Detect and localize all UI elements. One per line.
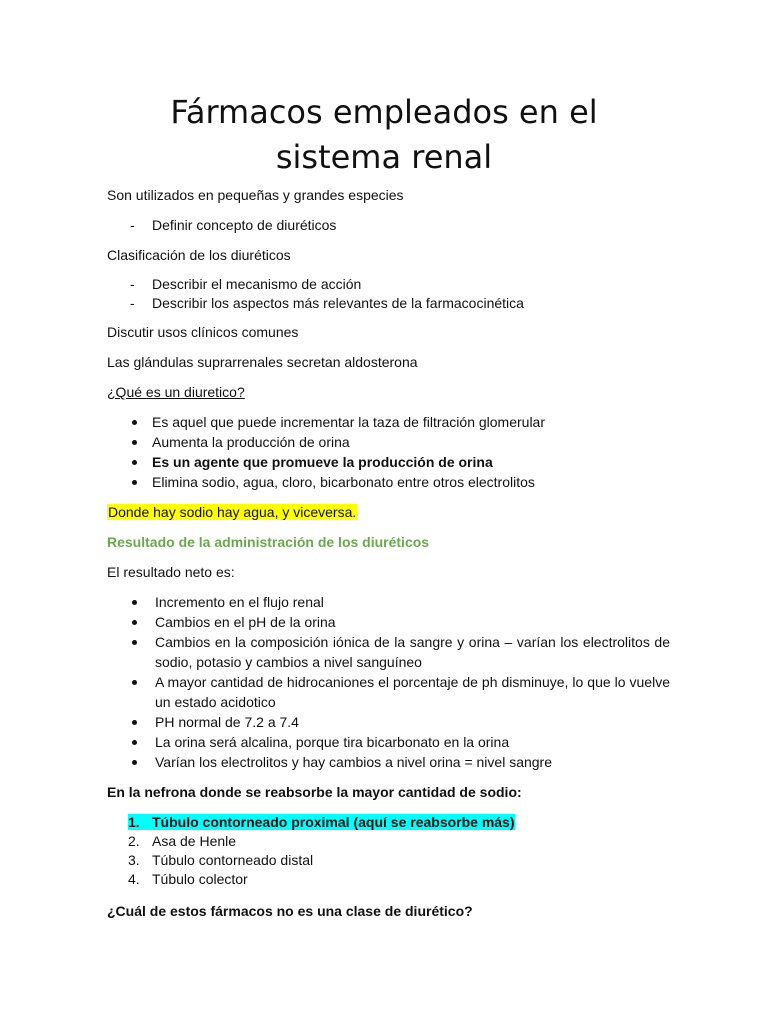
title-line-2: sistema renal xyxy=(275,138,493,176)
bullet-icon xyxy=(132,740,137,745)
bullet-icon xyxy=(132,480,137,485)
bullet-icon xyxy=(132,440,137,445)
bullet-item: Elimina sodio, agua, cloro, bicarbonato entre otros electrolitos xyxy=(130,472,670,492)
title-line-1: Fármacos empleados en el xyxy=(170,93,598,131)
bullet-icon xyxy=(132,760,137,765)
dash-list-item: - Definir concepto de diuréticos xyxy=(130,217,337,233)
bullet-item: La orina será alcalina, porque tira bicarbonato en la orina xyxy=(130,732,670,752)
bullet-item: Es aquel que puede incrementar la taza de filtración glomerular xyxy=(130,412,670,432)
glands-paragraph: Las glándulas suprarrenales secretan aldosterona xyxy=(107,354,418,370)
highlighted-note: Donde hay sodio hay agua, y viceversa. xyxy=(108,504,357,520)
bullet-item: Varían los electrolitos y hay cambios a nivel orina = nivel sangre xyxy=(130,752,670,772)
bullet-item: A mayor cantidad de hidrocaniones el porcentaje de ph disminuye, lo que lo vuelve un estado acidotico xyxy=(130,672,670,712)
nephron-question: En la nefrona donde se reabsorbe la mayor cantidad de sodio: xyxy=(107,784,522,800)
bullet-icon xyxy=(132,420,137,425)
dash-marker: - xyxy=(130,276,135,292)
bullet-item: Incremento en el flujo renal xyxy=(130,592,670,612)
final-question: ¿Cuál de estos fármacos no es una clase de diurético? xyxy=(107,903,473,919)
dash-marker: - xyxy=(130,217,135,233)
bullet-item: Aumenta la producción de orina xyxy=(130,432,670,452)
document-title xyxy=(0,90,768,180)
discuss-paragraph: Discutir usos clínicos comunes xyxy=(107,324,299,340)
bullet-icon xyxy=(132,620,137,625)
numbered-item: 1. Túbulo contorneado proximal (aquí se reabsorbe más) xyxy=(128,814,515,830)
bullet-icon xyxy=(132,720,137,725)
bullet-item: Es un agente que promueve la producción de orina xyxy=(130,452,670,472)
bullet-icon xyxy=(132,680,137,685)
dash-marker: - xyxy=(130,295,135,311)
bullet-icon xyxy=(132,600,137,605)
bullet-item: PH normal de 7.2 a 7.4 xyxy=(130,712,670,732)
net-result-paragraph: El resultado neto es: xyxy=(107,564,235,580)
intro-paragraph: Son utilizados en pequeñas y grandes especies xyxy=(107,187,404,203)
dash-list-item: - Describir el mecanismo de acción xyxy=(130,276,362,292)
bullet-icon xyxy=(132,640,137,645)
bullet-item: Cambios en el pH de la orina xyxy=(130,612,670,632)
dash-list-item: - Describir los aspectos más relevantes de la farmacocinética xyxy=(130,295,524,311)
bullet-icon xyxy=(132,460,137,465)
classification-paragraph: Clasificación de los diuréticos xyxy=(107,247,291,263)
question-heading: ¿Qué es un diuretico? xyxy=(107,384,245,400)
bullet-item: Cambios en la composición iónica de la sangre y orina – varían los electrolitos de sodio, potasio y cambios a nivel sanguíneo xyxy=(130,632,670,672)
numbered-item: 2. Asa de Henle xyxy=(128,833,237,849)
numbered-item: 4. Túbulo colector xyxy=(128,871,248,887)
numbered-item: 3. Túbulo contorneado distal xyxy=(128,852,314,868)
result-heading: Resultado de la administración de los diuréticos xyxy=(107,534,430,550)
